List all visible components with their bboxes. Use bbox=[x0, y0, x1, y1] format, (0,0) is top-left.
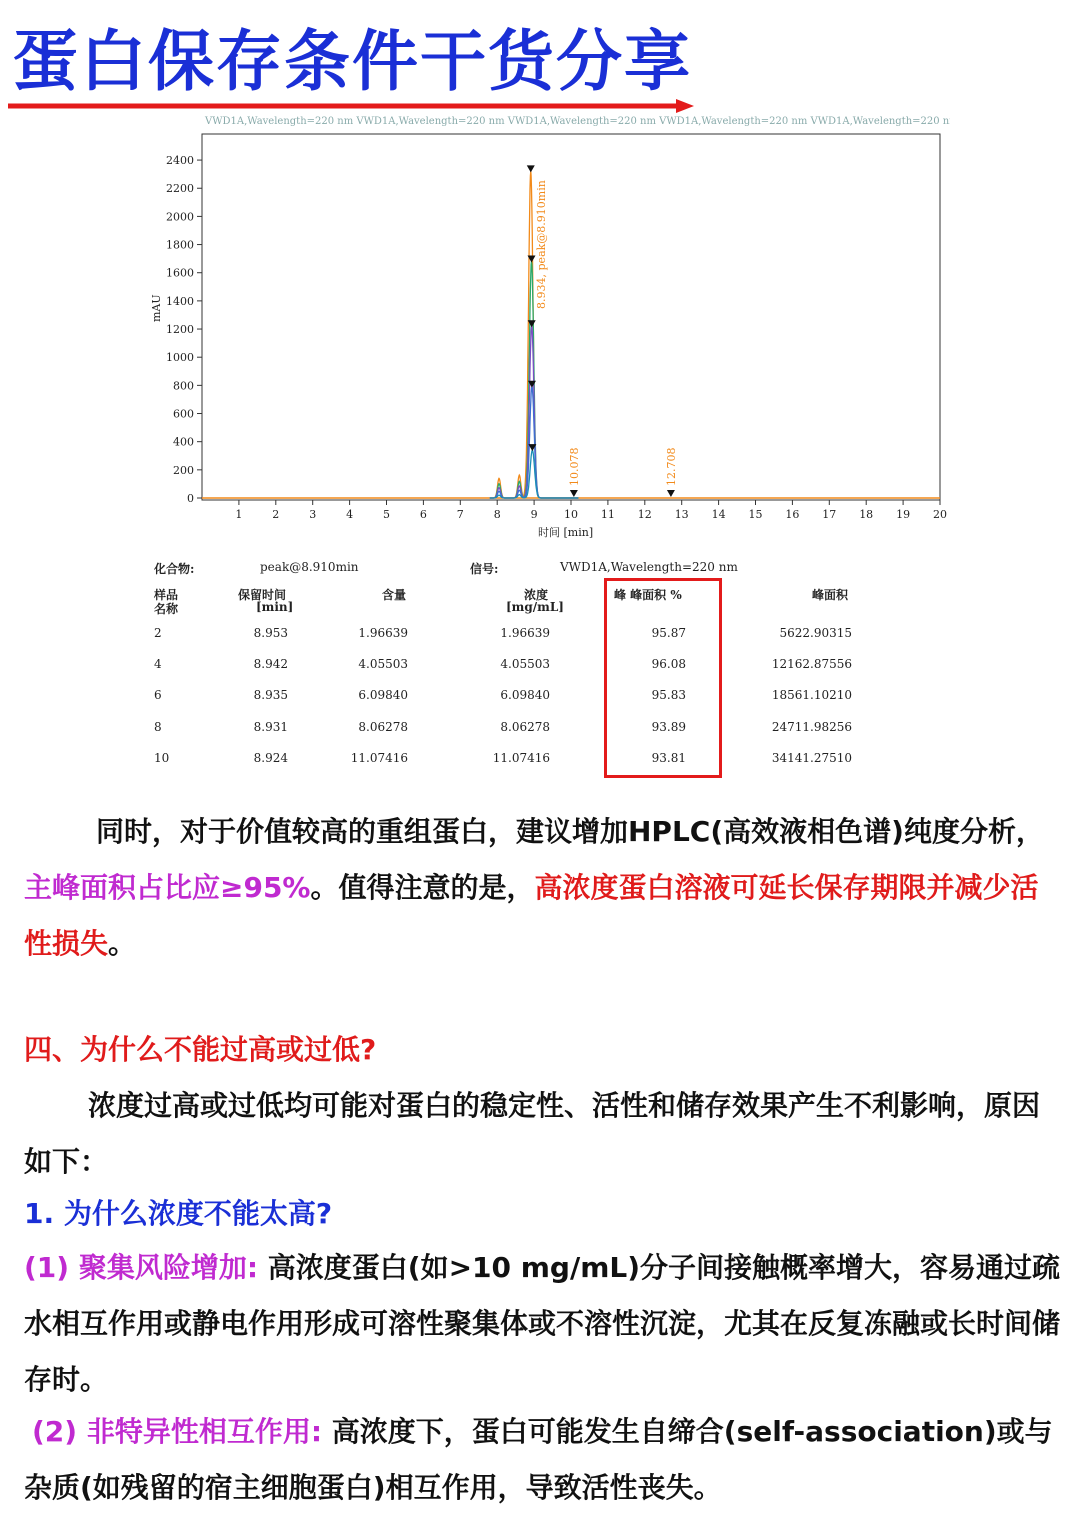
header-pct: 峰 峰面积 % bbox=[614, 588, 682, 602]
cell-content: 8.06278 bbox=[358, 719, 408, 734]
item2-label: (2) 非特异性相互作用: bbox=[32, 1415, 323, 1448]
cell-sample: 2 bbox=[154, 626, 162, 640]
y-tick-label: 0 bbox=[187, 492, 194, 505]
header-conc-1: 浓度 bbox=[524, 588, 549, 602]
compound-value: peak@8.910min bbox=[260, 560, 359, 574]
para1-text-c: 。值得注意的是， bbox=[310, 871, 535, 904]
subheading-too-high: 1. 为什么浓度不能太高? bbox=[24, 1197, 333, 1230]
chromatogram-chart bbox=[140, 112, 950, 548]
cell-conc: 6.09840 bbox=[500, 688, 550, 703]
cell-sample: 4 bbox=[154, 657, 162, 672]
x-tick-label: 2 bbox=[272, 508, 280, 521]
para1-highlight-purity: 主峰面积占比应≥95% bbox=[24, 871, 311, 904]
y-tick-label: 1400 bbox=[166, 294, 194, 308]
compound-label: 化合物: bbox=[154, 562, 195, 576]
cell-sample: 10 bbox=[154, 750, 170, 765]
annotation-marker bbox=[667, 490, 675, 497]
y-tick-label: 1200 bbox=[166, 323, 194, 337]
header-sample-2: 名称 bbox=[154, 602, 179, 616]
header-conc-2: [mg/mL] bbox=[506, 600, 564, 614]
cell-conc: 4.05503 bbox=[500, 657, 550, 672]
cell-rt: 8.924 bbox=[253, 750, 288, 765]
x-tick-label: 10 bbox=[564, 508, 578, 521]
cell-pct: 95.87 bbox=[651, 626, 686, 640]
y-tick-label: 1800 bbox=[166, 238, 194, 252]
section-4-intro-text: 浓度过高或过低均可能对蛋白的稳定性、活性和储存效果产生不利影响，原因如下： bbox=[24, 1089, 1041, 1178]
cell-conc: 11.07416 bbox=[492, 750, 550, 765]
x-tick-label: 19 bbox=[896, 508, 911, 521]
x-tick-label: 14 bbox=[711, 508, 726, 521]
section-4-heading: 四、为什么不能过高或过低? bbox=[24, 1033, 377, 1066]
cell-rt: 8.942 bbox=[253, 657, 288, 672]
cell-content: 4.05503 bbox=[358, 657, 408, 672]
y-axis-label: mAU bbox=[150, 294, 163, 322]
x-tick-label: 20 bbox=[933, 508, 947, 521]
cell-rt: 8.953 bbox=[253, 626, 288, 640]
cell-rt: 8.935 bbox=[253, 688, 288, 703]
x-tick-label: 7 bbox=[456, 508, 464, 521]
para1-text-e: 。 bbox=[108, 927, 137, 960]
cell-content: 1.96639 bbox=[358, 626, 408, 640]
peak-marker-1 bbox=[527, 165, 535, 172]
header-sample-1: 样品 bbox=[154, 588, 179, 602]
cell-pct: 93.81 bbox=[651, 750, 686, 765]
header-area: 峰面积 bbox=[812, 588, 849, 602]
item1-label: (1) 聚集风险增加: bbox=[24, 1251, 259, 1284]
y-tick-label: 1600 bbox=[166, 266, 194, 280]
header-rt-1: 保留时间 bbox=[238, 588, 287, 602]
cell-area: 34141.27510 bbox=[771, 750, 852, 765]
signal-value: VWD1A,Wavelength=220 nm bbox=[560, 560, 738, 574]
y-tick-label: 2200 bbox=[166, 182, 194, 196]
annotation-marker bbox=[570, 490, 578, 497]
cell-content: 11.07416 bbox=[350, 750, 408, 765]
y-tick-label: 600 bbox=[173, 407, 194, 421]
section-4-intro bbox=[24, 1078, 1064, 1190]
cell-area: 24711.98256 bbox=[771, 719, 852, 734]
para1-highlight-storage: 高浓度蛋白溶液可延长保存期限并减少活性损失 bbox=[24, 871, 1039, 960]
cell-pct: 95.83 bbox=[651, 688, 686, 703]
paragraph-hplc bbox=[24, 804, 1064, 972]
y-tick-label: 800 bbox=[173, 379, 194, 393]
x-tick-label: 1 bbox=[235, 508, 243, 521]
y-tick-label: 400 bbox=[173, 435, 194, 449]
chart-legend: VWD1A,Wavelength=220 nm VWD1A,Wavelength=220 nm VWD1A,Wavelength=220 nm VWD1A,Wavelength=220 nm VWD1A,Wavelength=220 nm bbox=[205, 116, 950, 127]
x-tick-label: 17 bbox=[822, 508, 837, 521]
x-tick-label: 13 bbox=[674, 508, 689, 521]
y-tick-label: 200 bbox=[173, 463, 194, 477]
x-tick-label: 11 bbox=[600, 508, 615, 521]
x-tick-label: 12 bbox=[637, 508, 652, 521]
cell-pct: 93.89 bbox=[651, 719, 686, 734]
signal-label: 信号: bbox=[470, 562, 499, 576]
cell-sample: 6 bbox=[154, 688, 162, 703]
cell-content: 6.09840 bbox=[358, 688, 408, 703]
x-tick-label: 5 bbox=[383, 508, 390, 521]
series-line-5 bbox=[490, 447, 581, 498]
annotation-label: 12.708 bbox=[664, 447, 678, 486]
x-tick-label: 6 bbox=[419, 508, 427, 521]
header-rt-2: [min] bbox=[256, 600, 294, 614]
x-tick-label: 18 bbox=[859, 508, 874, 521]
results-table bbox=[140, 556, 900, 786]
header-content: 含量 bbox=[382, 588, 407, 602]
x-axis-label: 时间 [min] bbox=[538, 526, 594, 539]
item2-text: 高浓度下，蛋白可能发生自缔合(self-association)或与杂质(如残留的宿主细胞蛋白)相互作用，导致活性丧失。 bbox=[24, 1415, 1053, 1504]
item-aggregation bbox=[24, 1240, 1064, 1408]
x-tick-label: 16 bbox=[785, 508, 800, 521]
x-tick-label: 3 bbox=[309, 508, 317, 521]
cell-conc: 8.06278 bbox=[500, 719, 550, 734]
highlight-box bbox=[604, 578, 722, 778]
x-tick-label: 8 bbox=[493, 508, 501, 521]
cell-area: 12162.87556 bbox=[771, 657, 852, 672]
cell-area: 18561.10210 bbox=[771, 688, 852, 703]
para1-text-a: 同时，对于价值较高的重组蛋白，建议增加HPLC(高效液相色谱)纯度分析， bbox=[96, 815, 1044, 848]
annotation-main-peak: 8.934, peak@8.910min bbox=[535, 180, 549, 309]
x-tick-label: 4 bbox=[346, 508, 354, 521]
item-nonspecific bbox=[24, 1404, 1064, 1516]
x-tick-label: 9 bbox=[530, 508, 538, 521]
y-tick-label: 1000 bbox=[166, 351, 194, 365]
plot-frame bbox=[202, 134, 940, 500]
y-tick-label: 2000 bbox=[166, 210, 194, 224]
cell-pct: 96.08 bbox=[651, 657, 686, 672]
cell-area: 5622.90315 bbox=[779, 626, 852, 640]
y-tick-label: 2400 bbox=[166, 154, 194, 168]
cell-conc: 1.96639 bbox=[500, 626, 550, 640]
cell-sample: 8 bbox=[154, 719, 162, 734]
item1-text: 高浓度蛋白(如>10 mg/mL)分子间接触概率增大，容易通过疏水相互作用或静电作用形成可溶性聚集体或不溶性沉淀，尤其在反复冻融或长时间储存时。 bbox=[24, 1251, 1061, 1396]
x-tick-label: 15 bbox=[748, 508, 763, 521]
cell-rt: 8.931 bbox=[253, 719, 288, 734]
annotation-label: 10.078 bbox=[567, 447, 581, 486]
page-title: 蛋白保存条件干货分享 bbox=[12, 23, 692, 100]
